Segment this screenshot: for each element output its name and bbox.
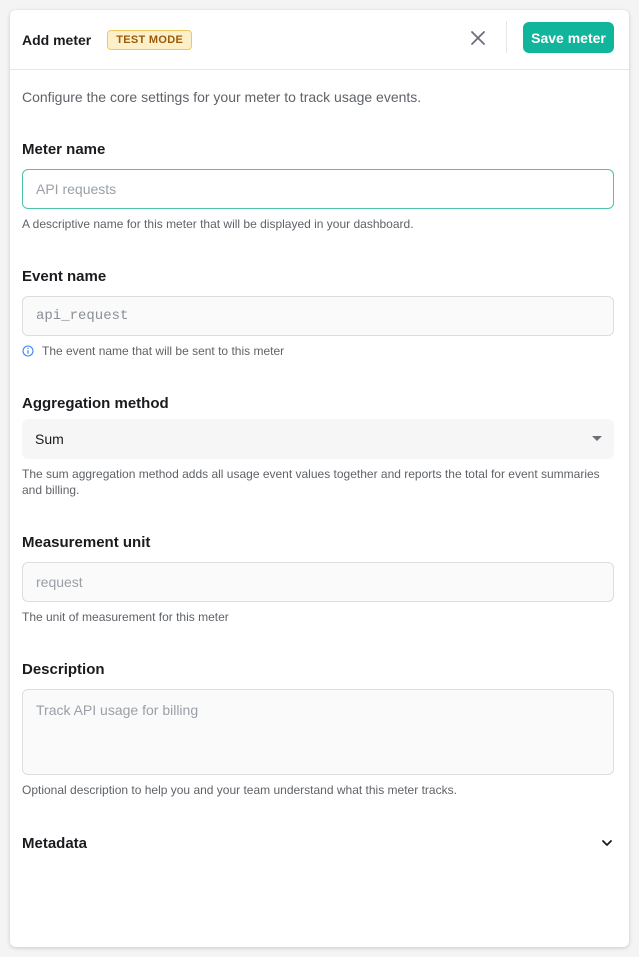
close-icon bbox=[470, 30, 486, 46]
meter-name-input[interactable] bbox=[22, 169, 614, 209]
measurement-unit-label: Measurement unit bbox=[22, 534, 151, 551]
aggregation-label: Aggregation method bbox=[22, 395, 169, 412]
description-label: Description bbox=[22, 661, 105, 678]
measurement-unit-help: The unit of measurement for this meter bbox=[22, 610, 229, 624]
event-name-placeholder: api_request bbox=[36, 308, 129, 324]
add-meter-panel bbox=[10, 10, 629, 947]
save-meter-button[interactable]: Save meter bbox=[523, 22, 614, 53]
description-textarea[interactable] bbox=[22, 689, 614, 775]
test-mode-badge: TEST MODE bbox=[107, 30, 192, 50]
caret-down-icon bbox=[592, 436, 602, 441]
panel-header bbox=[10, 10, 629, 70]
event-name-input[interactable] bbox=[22, 296, 614, 336]
event-name-help-text: The event name that will be sent to this meter bbox=[42, 344, 285, 358]
description-placeholder: Track API usage for billing bbox=[36, 702, 199, 718]
metadata-label: Metadata bbox=[22, 834, 88, 852]
event-name-help bbox=[22, 343, 622, 359]
meter-name-help: A descriptive name for this meter that will be displayed in your dashboard. bbox=[22, 217, 414, 231]
info-icon bbox=[22, 345, 34, 357]
measurement-unit-placeholder: request bbox=[36, 574, 83, 590]
chevron-down-icon bbox=[600, 836, 614, 850]
event-name-label: Event name bbox=[22, 268, 107, 285]
close-button[interactable] bbox=[466, 26, 490, 50]
description-help: Optional description to help you and your team understand what this meter tracks. bbox=[22, 783, 457, 797]
aggregation-help: The sum aggregation method adds all usage event values together and reports the total for event summaries and billing. bbox=[22, 467, 600, 497]
panel-title: Add meter bbox=[22, 31, 92, 48]
metadata-toggle[interactable] bbox=[22, 832, 614, 854]
measurement-unit-input[interactable] bbox=[22, 562, 614, 602]
intro-text: Configure the core settings for your meter to track usage events. bbox=[22, 89, 422, 105]
meter-name-placeholder: API requests bbox=[36, 181, 117, 197]
header-divider bbox=[506, 21, 507, 53]
aggregation-selected-value: Sum bbox=[35, 431, 64, 447]
meter-name-label: Meter name bbox=[22, 141, 106, 158]
aggregation-select[interactable] bbox=[22, 419, 614, 459]
